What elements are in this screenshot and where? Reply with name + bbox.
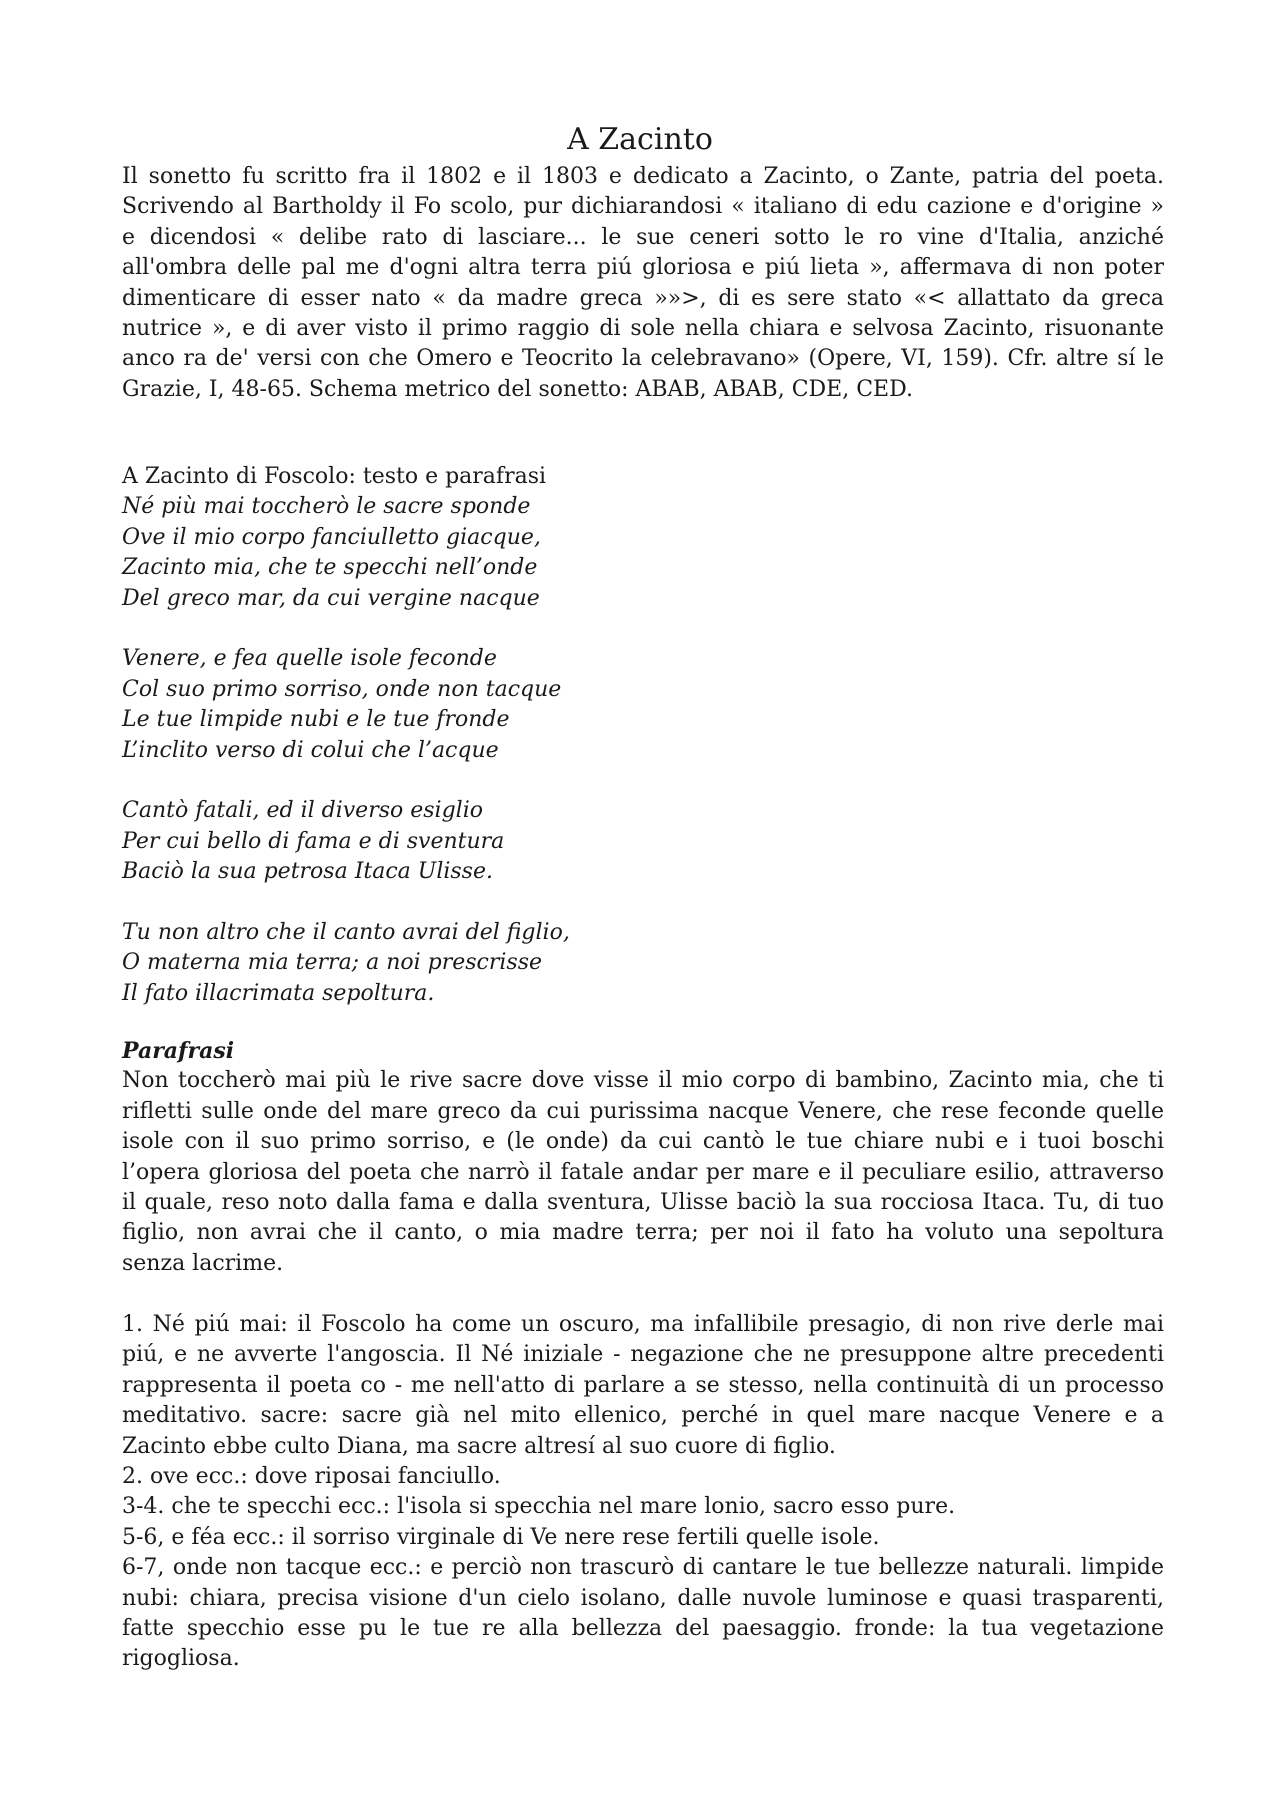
note-line: fatte specchio esse pu le tue re alla bellezza del paesaggio. fronde: la tua vegetazione xyxy=(122,1616,1164,1642)
intro-line: dimenticare di esser nato « da madre greca »»>, di es sere stato «< allattato da greca xyxy=(122,285,1164,311)
verse-line: Ove il mio corpo fanciulletto giacque, xyxy=(122,524,541,550)
verse-line: Le tue limpide nubi e le tue fronde xyxy=(122,707,510,733)
note-line: Zacinto ebbe culto Diana, ma sacre altresí al suo cuore di figlio. xyxy=(122,1433,836,1459)
verse-line: Del greco mar, da cui vergine nacque xyxy=(122,585,540,611)
parafrasi-line: senza lacrime. xyxy=(122,1250,284,1276)
note-4: 5-6, e féa ecc.: il sorriso virginale di Ve nere rese fertili quelle isole. xyxy=(122,1524,880,1550)
verse-line: Col suo primo sorriso, onde non tacque xyxy=(122,676,562,702)
parafrasi-line: Non toccherò mai più le rive sacre dove visse il mio corpo di bambino, Zacinto mia, che ti xyxy=(122,1068,1164,1094)
note-3: 3-4. che te specchi ecc.: l'isola si specchia nel mare lonio, sacro esso pure. xyxy=(122,1494,956,1520)
note-2: 2. ove ecc.: dove riposai fanciullo. xyxy=(122,1464,501,1490)
verse-line: Il fato illacrimata sepoltura. xyxy=(122,980,435,1006)
parafrasi-section xyxy=(122,1036,1164,1279)
verse-line: O materna mia terra; a noi prescrisse xyxy=(122,950,543,976)
note-line: 6-7, onde non tacque ecc.: e perciò non trascurò di cantare le tue bellezze naturali. limpide xyxy=(122,1555,1164,1581)
intro-line: Scrivendo al Bartholdy il Fo scolo, pur dichiarandosi « italiano di edu cazione e d'origine » xyxy=(122,194,1164,220)
verse-line: L’inclito verso di colui che l’acque xyxy=(122,737,499,763)
intro-line: Grazie, I, 48-65. Schema metrico del sonetto: ABAB, ABAB, CDE, CED. xyxy=(122,376,913,402)
verse-line: Baciò la sua petrosa Itaca Ulisse. xyxy=(122,859,493,885)
intro-line: all'ombra delle pal me d'ogni altra terra piú gloriosa e piú lieta », affermava di non poter xyxy=(122,255,1164,281)
intro-line: nutrice », e di aver visto il primo raggio di sole nella chiara e selvosa Zacinto, risuonante xyxy=(122,316,1164,342)
intro-line: Il sonetto fu scritto fra il 1802 e il 1803 e dedicato a Zacinto, o Zante, patria del poeta. xyxy=(122,164,1164,189)
verse-line: Zacinto mia, che te specchi nell’onde xyxy=(122,555,538,581)
poem-section xyxy=(122,462,1164,1009)
verse-line: Cantò fatali, ed il diverso esiglio xyxy=(122,798,483,824)
parafrasi-line: rifletti sulle onde del mare greco da cui purissima nacque Venere, che rese feconde quelle xyxy=(122,1098,1164,1124)
parafrasi-line: isole con il suo primo sorriso, e (le onde) da cui cantò le tue chiare nubi e i tuoi boschi xyxy=(122,1129,1164,1155)
parafrasi-line: il quale, reso noto dalla fama e dalla sventura, Ulisse baciò la sua rocciosa Itaca. Tu, di tuo xyxy=(122,1190,1164,1216)
note-line: rigogliosa. xyxy=(122,1646,240,1672)
note-line: meditativo. sacre: sacre già nel mito ellenico, perché in quel mare nacque Venere e a xyxy=(122,1403,1164,1429)
stanza-4 xyxy=(122,918,1164,1009)
note-line: piú, e ne avverte l'angoscia. Il Né iniziale - negazione che ne presuppone altre precedenti xyxy=(122,1342,1164,1368)
stanza-1 xyxy=(122,492,1164,614)
verse-line: Per cui bello di fama e di sventura xyxy=(122,828,505,854)
note-line: rappresenta il poeta co - me nell'atto di parlare a se stesso, nella continuità di un processo xyxy=(122,1372,1164,1398)
verse-line: Venere, e fea quelle isole feconde xyxy=(122,646,497,672)
parafrasi-heading: Parafrasi xyxy=(122,1038,235,1064)
parafrasi-line: l’opera gloriosa del poeta che narrò il fatale andar per mare e il peculiare esilio, attraverso xyxy=(122,1159,1164,1185)
note-5 xyxy=(122,1553,1164,1675)
notes-section xyxy=(122,1310,1164,1675)
page-title: A Zacinto xyxy=(567,122,713,157)
note-line: nubi: chiara, precisa visione d'un cielo isolano, dalle nuvole luminose e quasi trasparenti, xyxy=(122,1585,1164,1611)
verse-line: Né più mai toccherò le sacre sponde xyxy=(122,494,531,520)
intro-line: anco ra de' versi con che Omero e Teocrito la celebravano» (Opere, VI, 159). Cfr. altre sí le xyxy=(122,346,1164,372)
poem-heading: A Zacinto di Foscolo: testo e parafrasi xyxy=(122,464,547,489)
stanza-3 xyxy=(122,796,1164,887)
note-line: 1. Né piú mai: il Foscolo ha come un oscuro, ma infallibile presagio, di non rive derle mai xyxy=(122,1312,1164,1337)
intro-paragraph xyxy=(122,162,1164,405)
verse-line: Tu non altro che il canto avrai del figlio, xyxy=(122,920,570,946)
intro-line: e dicendosi « delibe rato di lasciare... le sue ceneri sotto le ro vine d'Italia, anziché xyxy=(122,224,1164,250)
note-1 xyxy=(122,1310,1164,1462)
stanza-2 xyxy=(122,644,1164,766)
parafrasi-line: figlio, non avrai che il canto, o mia madre terra; per noi il fato ha voluto una sepoltura xyxy=(122,1220,1164,1246)
